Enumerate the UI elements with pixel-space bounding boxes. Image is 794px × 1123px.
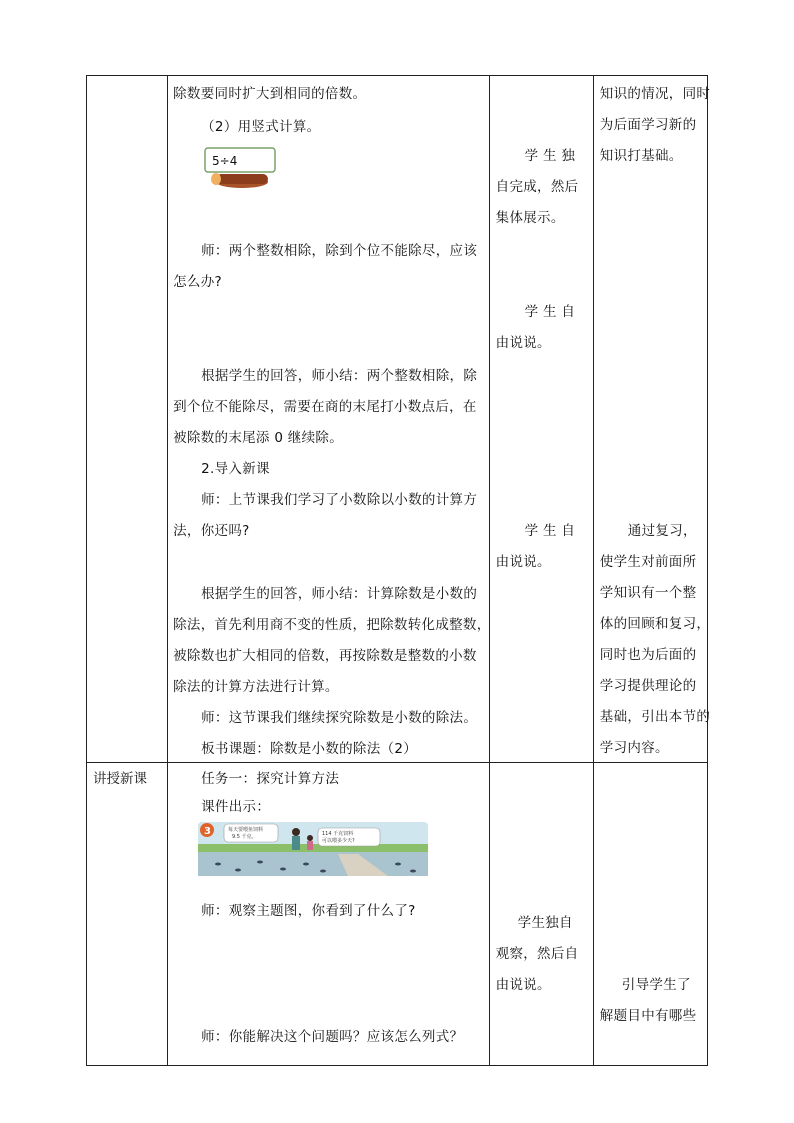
text-line: 师：这节课我们继续探究除数是小数的除法。 [201,710,478,726]
student-activity-cell [489,76,593,763]
text-line: 学 生 自 [524,304,576,320]
bubble-left-line: 9.5 千克。 [232,834,257,840]
table-row-new-lesson [87,763,708,1066]
text-line: 除法的计算方法进行计算。 [173,679,339,695]
section-label: 讲授新课 [93,771,147,787]
text-line: 由说说。 [495,554,551,570]
text-line: 观察，然后自 [495,946,579,962]
log-figure [204,146,276,194]
text-line: 到个位不能除尽，需要在商的末尾打小数点后，在 [173,399,477,415]
teacher-activity-cell [168,76,490,763]
text-line: 自完成，然后 [495,179,579,195]
text-line: 师：两个整数相除，除到个位不能除尽，应该 [201,243,478,259]
fish-pond-figure [198,822,428,876]
text-line: 除数要同时扩大到相同的倍数。 [173,86,367,102]
design-intent-cell [593,76,711,763]
text-line: 使学生对前面所 [599,554,697,570]
text-line: 师：上节课我们学习了小数除以小数的计算方 [201,492,478,508]
design-intent-cell [593,763,707,1066]
section-cell [87,763,168,1066]
text-line: 基础，引出本节的 [599,709,711,725]
text-line: 根据学生的回答，师小结：计算除数是小数的 [201,586,478,602]
text-line: 学 生 自 [524,523,576,539]
text-line: 通过复习， [627,523,697,539]
text-line: 学知识有一个整 [599,585,697,601]
text-line: 由说说。 [495,335,551,351]
student-activity-cell [489,763,593,1066]
text-line: 由说说。 [495,977,551,993]
text-line: 被除数的末尾添 0 继续除。 [173,430,343,446]
text-line: 法，你还吗? [173,523,250,539]
text-line: 课件出示： [201,799,271,815]
text-line: 2.导入新课 [201,461,270,477]
text-line: 解题目中有哪些 [599,1008,697,1024]
text-line: 知识的情况，同时 [599,86,711,102]
lesson-plan-table [86,75,711,1066]
text-line: 体的回顾和复习， [599,616,711,632]
text-line: 集体展示。 [495,210,565,226]
text-line: 学习内容。 [599,740,669,756]
figure-number: 3 [204,826,212,837]
bubble-right-line: 114 千克饲料 [322,831,354,837]
bubble-left-line: 每天要喂鱼饲料 [228,827,264,833]
text-line: 同时也为后面的 [599,647,697,663]
text-line: 任务一：探究计算方法 [201,771,340,787]
text-line: 学 生 独 [524,148,576,164]
text-line: 学生独自 [517,915,573,931]
table-row-review [87,76,708,763]
text-line: 学习提供理论的 [599,678,697,694]
text-line: 师：你能解决这个问题吗？应该怎么列式？ [201,1029,464,1045]
text-line: 被除数也扩大相同的倍数，再按除数是整数的小数 [173,648,477,664]
text-line: 引导学生了 [621,977,691,993]
text-line: 除法，首先利用商不变的性质，把除数转化成整数， [173,617,491,633]
text-line: （2）用竖式计算。 [201,119,321,135]
text-line: 为后面学习新的 [599,117,697,133]
figure-expression: 5÷4 [212,154,238,168]
text-line: 怎么办? [173,274,222,290]
text-line: 根据学生的回答，师小结：两个整数相除，除 [201,368,478,384]
text-line: 知识打基础。 [599,148,683,164]
text-line: 板书课题：除数是小数的除法（2） [201,741,418,757]
teacher-activity-cell [168,763,490,1066]
bubble-right-line: 可以喂多少天? [322,838,355,844]
section-cell-empty [87,76,168,763]
text-line: 师：观察主题图，你看到了什么了? [201,903,416,919]
